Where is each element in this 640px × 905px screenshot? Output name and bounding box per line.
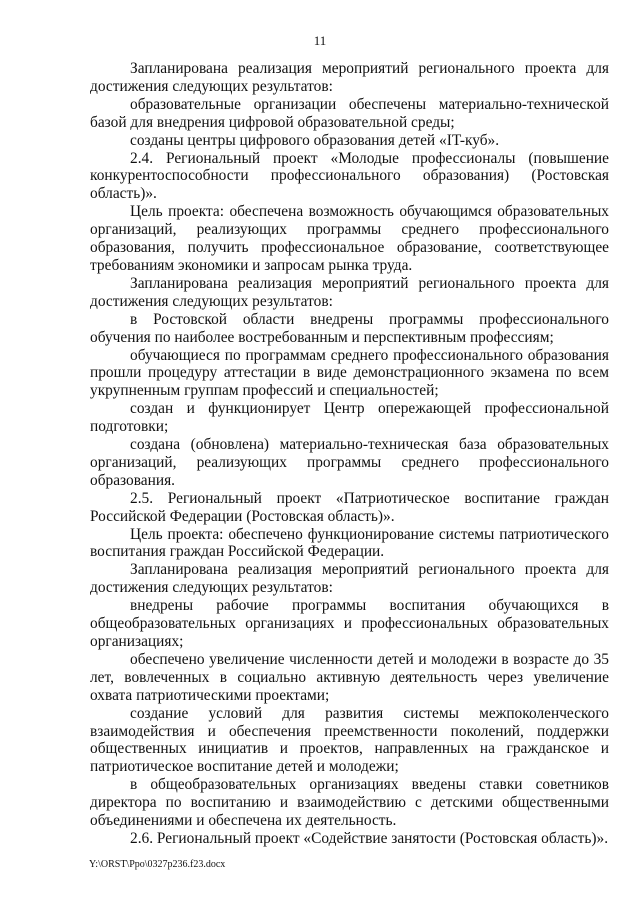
paragraph: создана (обновлена) материально-техническая база образовательных организаций, реализующих программы среднего профессионального образования.: [90, 436, 609, 489]
paragraph: Цель проекта: обеспечена возможность обучающимся образовательных организаций, реализующих программы среднего профессионального образования, получить профессиональное образование, соответствующее требованиям экономики и запросам рынка труда.: [90, 203, 609, 274]
paragraph: внедрены рабочие программы воспитания обучающихся в общеобразовательных организациях и профессиональных образовательных организациях;: [90, 597, 609, 650]
paragraph: созданы центры цифрового образования детей «IT-куб».: [130, 131, 500, 149]
document-body: [90, 60, 609, 848]
section-heading-2-5: 2.5. Региональный проект «Патриотическое воспитание граждан Российской Федерации (Ростовская область)».: [90, 489, 609, 525]
paragraph: Запланирована реализация мероприятий регионального проекта для достижения следующих результатов:: [90, 60, 609, 95]
footer-file-path: Y:\ORST\Ppo\0327p236.f23.docx: [89, 859, 226, 870]
page-number: 11: [313, 33, 327, 48]
paragraph: в Ростовской области внедрены программы профессионального обучения по наиболее востребованным и перспективным профессиям;: [90, 310, 609, 346]
paragraph: Запланирована реализация мероприятий регионального проекта для достижения следующих результатов:: [90, 561, 609, 597]
paragraph: обеспечено увеличение численности детей и молодежи в возрасте до 35 лет, вовлеченных в социально активную деятельность через увеличение охвата патриотическими проектами;: [90, 650, 609, 704]
section-heading-2-6: 2.6. Региональный проект «Содействие занятости (Ростовская область)».: [130, 829, 609, 847]
paragraph: создан и функционирует Центр опережающей профессиональной подготовки;: [90, 400, 609, 436]
paragraph: создание условий для развития системы межпоколенческого взаимодействия и обеспечения преемственности поколений, поддержки общественных инициатив и проектов, направленных на гражданское и патриотическое воспитание детей и молодежи;: [90, 704, 609, 776]
paragraph: обучающиеся по программам среднего профессионального образования прошли процедуру аттестации в виде демонстрационного экзамена по всем укрупненным группам профессий и специальностей;: [90, 346, 609, 400]
paragraph: образовательные организации обеспечены материально-технической базой для внедрения цифровой образовательной среды;: [90, 95, 609, 131]
paragraph: Запланирована реализация мероприятий регионального проекта для достижения следующих результатов:: [90, 274, 609, 310]
paragraph: Цель проекта: обеспечено функционирование системы патриотического воспитания граждан Российской Федерации.: [90, 525, 609, 561]
section-heading-2-4: 2.4. Региональный проект «Молодые профессионалы (повышение конкурентоспособности профессионального образования) (Ростовская область)».: [90, 149, 609, 203]
paragraph: в общеобразовательных организациях введены ставки советников директора по воспитанию и взаимодействию с детскими общественными объединениями и обеспечена их деятельность.: [90, 776, 609, 830]
